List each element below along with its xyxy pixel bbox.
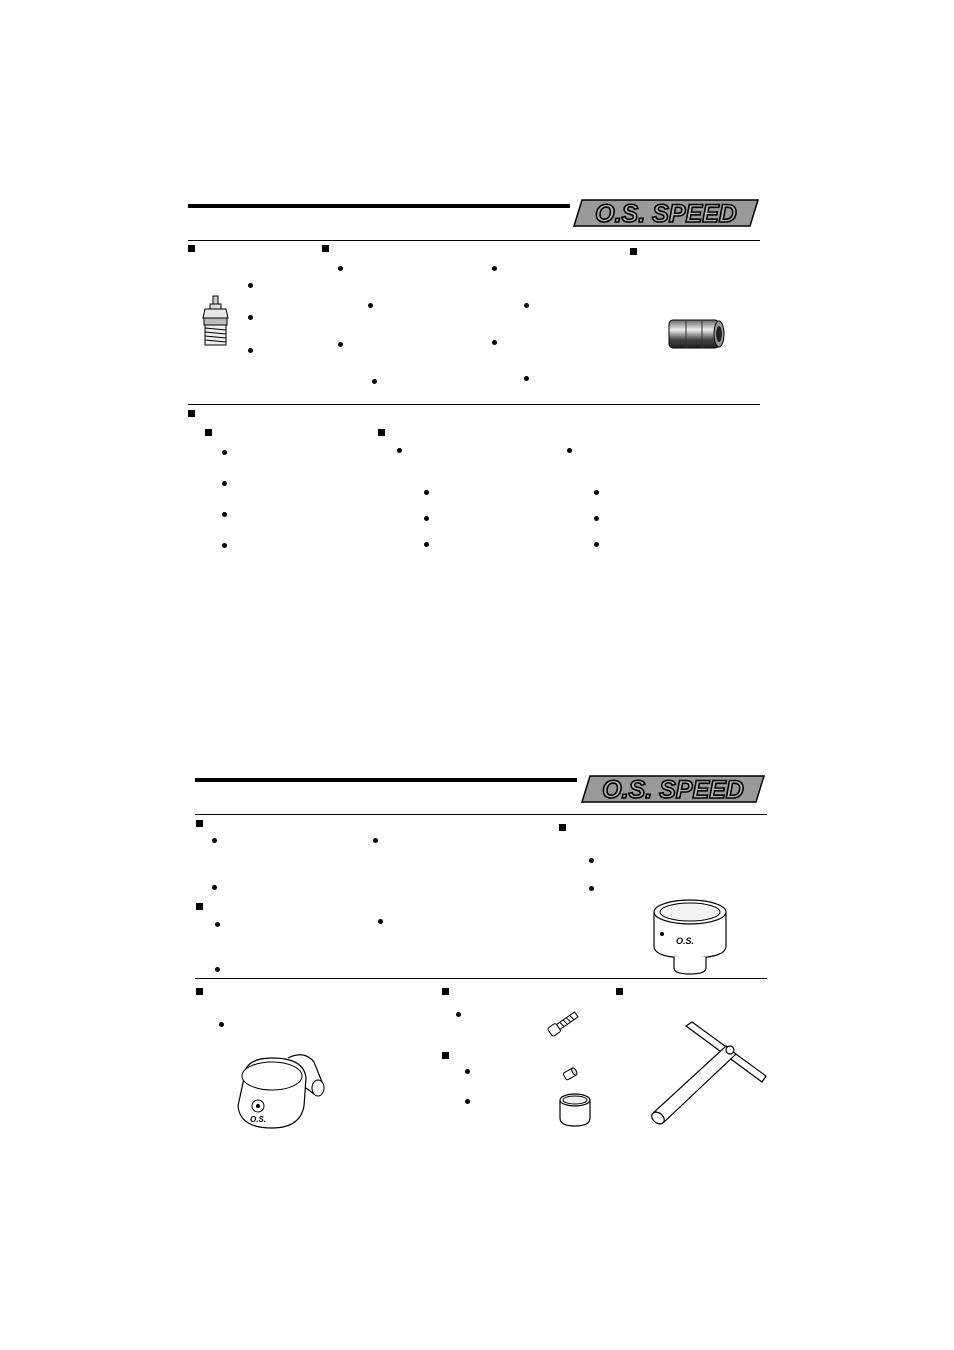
section-marker: [196, 903, 203, 910]
section-marker: [630, 248, 637, 255]
section-marker: [188, 410, 195, 417]
bullet: [589, 886, 594, 891]
svg-text:O.S.: O.S.: [676, 936, 695, 946]
bullet: [222, 481, 227, 486]
bullet: [397, 448, 402, 453]
section-marker: [616, 988, 623, 995]
section-rule: [195, 978, 767, 979]
bullet: [567, 448, 572, 453]
bullet: [219, 1022, 224, 1027]
section-marker: [378, 429, 385, 436]
bullet: [594, 490, 599, 495]
svg-text:O.S. SPEED: O.S. SPEED: [595, 200, 737, 228]
muffler-icon: [228, 1048, 340, 1132]
section-marker: [442, 988, 449, 995]
bullet: [378, 919, 383, 924]
cup-icon: [650, 898, 730, 976]
pin-icon: [560, 1065, 580, 1083]
bullet: [248, 283, 253, 288]
bullet: [465, 1069, 470, 1074]
connecting-sleeve-icon: [664, 314, 726, 354]
bullet: [424, 490, 429, 495]
bullet: [492, 266, 497, 271]
bullet: [338, 266, 343, 271]
section-marker: [559, 824, 566, 831]
section-marker: [196, 988, 203, 995]
bullet: [465, 1099, 470, 1104]
bullet: [222, 512, 227, 517]
section-rule: [188, 240, 760, 241]
bullet: [594, 516, 599, 521]
ring-icon: [556, 1092, 594, 1128]
bullet: [212, 838, 217, 843]
os-speed-logo: [572, 196, 762, 230]
section-marker: [196, 820, 203, 827]
bullet: [594, 542, 599, 547]
bullet: [338, 342, 343, 347]
bullet: [492, 340, 497, 345]
section-rule: [195, 814, 767, 815]
section-marker: [205, 429, 212, 436]
section-marker: [442, 1052, 449, 1059]
bullet: [424, 542, 429, 547]
bullet: [215, 922, 220, 927]
header-rule: [188, 204, 570, 208]
bullet: [212, 885, 217, 890]
svg-text:O.S. SPEED: O.S. SPEED: [602, 776, 744, 804]
section-marker: [188, 245, 195, 252]
bullet: [368, 303, 373, 308]
section-marker: [322, 245, 329, 252]
t-wrench-icon: [640, 1020, 770, 1130]
bullet: [222, 543, 227, 548]
bullet: [456, 1012, 461, 1017]
glow-plug-icon: [196, 294, 236, 350]
bullet: [372, 379, 377, 384]
bullet: [524, 376, 529, 381]
os-speed-logo: [580, 772, 768, 806]
bullet: [524, 303, 529, 308]
bullet: [589, 858, 594, 863]
bullet: [248, 348, 253, 353]
header-rule: [195, 778, 577, 782]
screw-icon: [545, 1008, 583, 1038]
bullet: [424, 516, 429, 521]
svg-text:O.S.: O.S.: [250, 1115, 267, 1124]
bullet: [215, 967, 220, 972]
bullet: [222, 450, 227, 455]
bullet: [373, 838, 378, 843]
bullet: [248, 315, 253, 320]
section-rule: [188, 404, 760, 405]
